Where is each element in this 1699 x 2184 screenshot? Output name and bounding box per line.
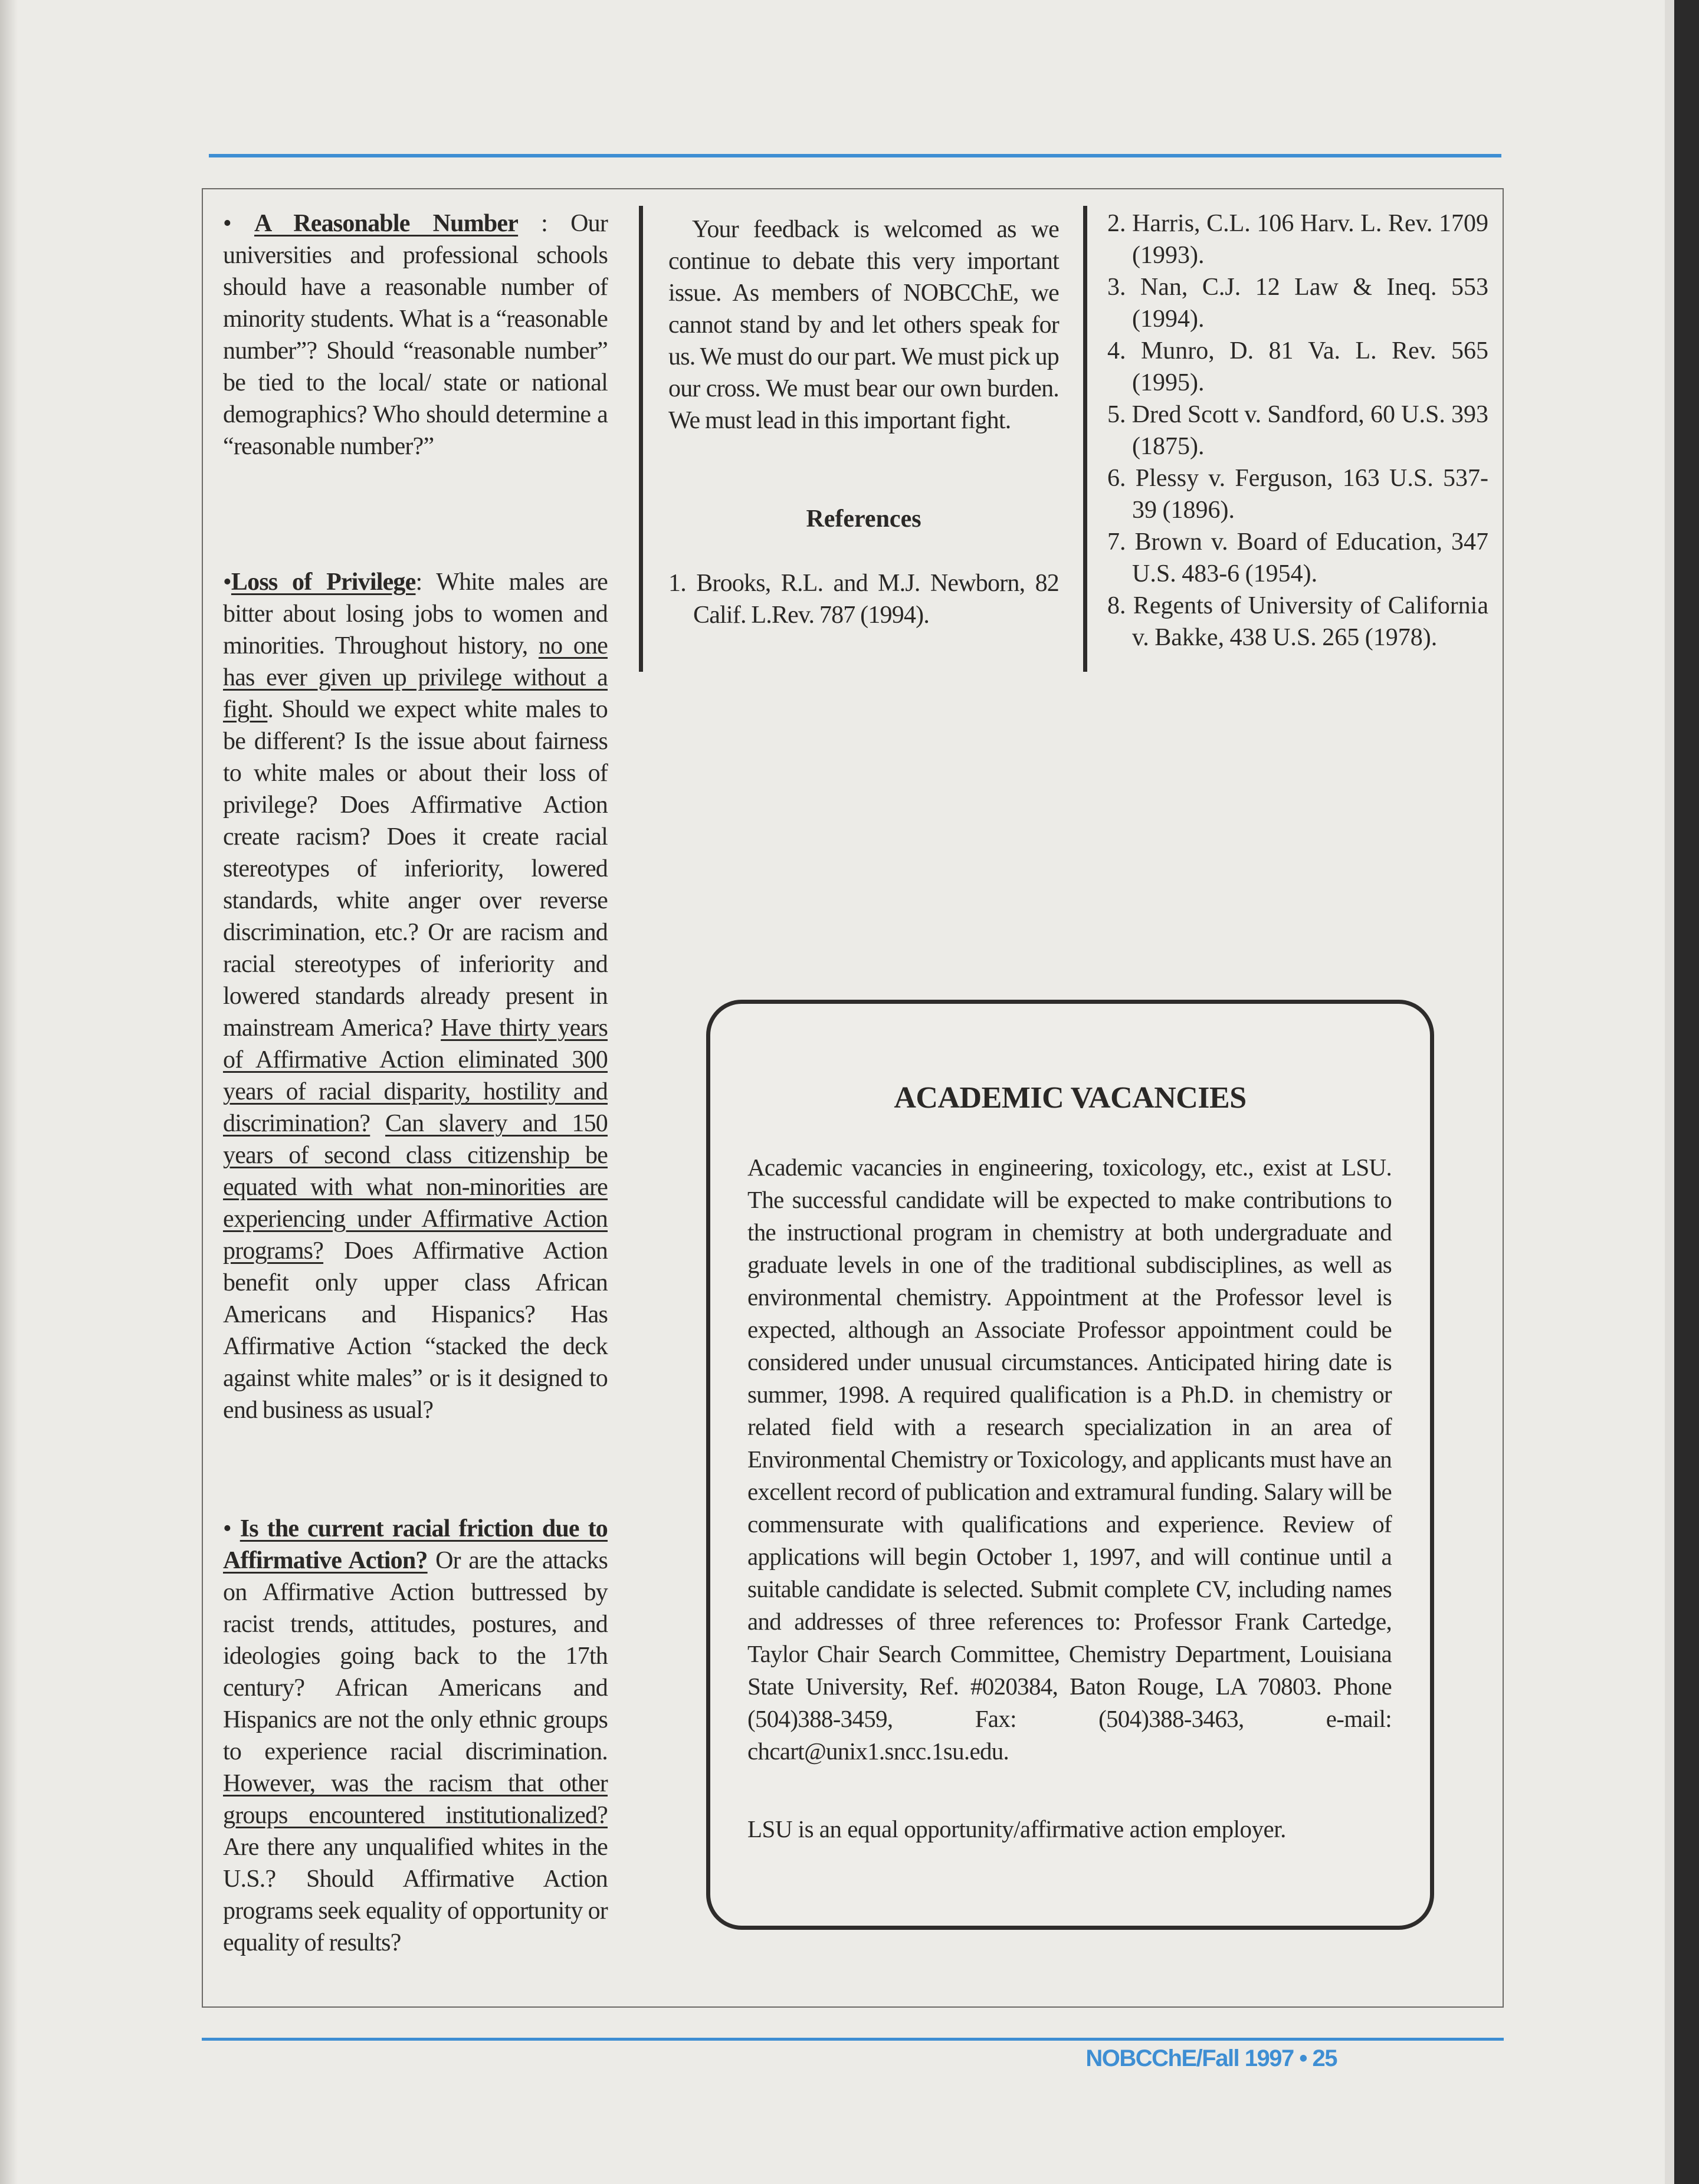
body-text (370, 1110, 385, 1137)
reference-item: 6. Plessy v. Ferguson, 163 U.S. 537-39 (1896). (1107, 465, 1488, 524)
reference-item: 7. Brown v. Board of Education, 347 U.S. 483-6 (1954). (1107, 528, 1488, 587)
footer-page-info: NOBCChE/Fall 1997 • 25 (1085, 2045, 1337, 2071)
body-text: Does Affirmative Action benefit only upper class African Americans and Hispanics? Has Affirmative Action “stacked the deck against white males” or is it designed to end business as usual? (223, 1237, 608, 1424)
vacancies-body: Academic vacancies in engineering, toxicology, etc., exist at LSU. The successful candidate will be expected to make contributions to the instructional program in chemistry at both undergraduate and graduate levels in one of the traditional subdisciplines, as well as environmental chemistry. Appointment at the Professor level is expected, although an Associate Professor appointment could be considered under unusual circumstances. Anticipated hiring date is summer, 1998. A required qualification is a Ph.D. in chemistry or related field with a research specialization in an area of Environmental Chemistry or Toxicology, and applicants must have an excellent record of publication and extramural funding. Salary will be commensurate with qualifications and experience. Review of applications will begin October 1, 1997, and will continue until a suitable candidate is selected. Submit complete CV, including names and addresses of three references to: Professor Frank Cartedge, Taylor Chair Search Committee, Chemistry Department, Louisiana State University, Ref. #020384, Baton Rouge, LA 70803. Phone (504)388-3459, Fax: (504)388-3463, e-mail: chcart@unix1.sncc.1su.edu. (747, 1154, 1392, 1765)
underlined-text: However, was the racism that other groups encountered institutionalized? (223, 1770, 608, 1829)
body-text: Or are the attacks on Affirmative Action buttressed by racist trends, attitudes, postures, and ideologies going back to the 17th century? African Americans and Hispanics are not the only ethnic groups to experience racial discrimination. (223, 1547, 608, 1765)
reference-item: 2. Harris, C.L. 106 Harv. L. Rev. 1709 (1993). (1107, 210, 1488, 269)
reference-item: 8. Regents of University of California v. Bakke, 438 U.S. 265 (1978). (1107, 592, 1488, 651)
feedback-paragraph: Your feedback is welcomed as we continue to debate this very important issue. As members of NOBCChE, we cannot stand by and let others speak for us. We must do our part. We must pick up our cross. We must bear our own burden. We must lead in this important fight. (668, 216, 1059, 434)
underlined-text: Have thirty years of Affirmative Action eliminated 300 years of racial disparity, hostility and discrimination? (223, 1014, 608, 1137)
academic-vacancies-box (706, 1000, 1434, 1930)
equal-opportunity-statement: LSU is an equal opportunity/affirmative action employer. (747, 1815, 1286, 1843)
reference-item: 3. Nan, C.J. 12 Law & Ineq. 553 (1994). (1107, 274, 1488, 333)
left-column-p2 (223, 566, 608, 1426)
body-text: : Our universities and professional schools should have a reasonable number of minority students. What is a “reasonable number”? Should “reasonable number” be tied to the local/ state or national demographics? Who should determine a “reasonable number?” (223, 210, 608, 460)
paragraph-loss-of-privilege (223, 566, 608, 1426)
reference-item: 4. Munro, D. 81 Va. L. Rev. 565 (1995). (1107, 337, 1488, 396)
paragraph-reasonable-number (223, 208, 608, 462)
page-edge (1665, 0, 1674, 2184)
bullet: • (223, 1515, 240, 1542)
bullet: • (223, 210, 254, 237)
body-text: : White males are bitter about losing jobs to women and minorities. Throughout history, (223, 569, 608, 659)
middle-column (668, 214, 1059, 436)
underlined-text: no one has ever given up privilege without a fight (223, 632, 608, 723)
heading-racial-friction: Is the current racial friction due to Affirmative Action? (223, 1515, 608, 1574)
left-column-p3 (223, 1513, 608, 1959)
reference-item: 5. Dred Scott v. Sandford, 60 U.S. 393 (1875). (1107, 401, 1488, 460)
references-list-cont (1107, 208, 1488, 653)
bullet: • (223, 569, 231, 596)
paragraph-racial-friction (223, 1513, 608, 1959)
heading-reasonable-number: A Reasonable Number (254, 210, 519, 237)
heading-loss-of-privilege: Loss of Privilege (231, 569, 416, 596)
page-edge-shadow (0, 0, 18, 2184)
header-rule (209, 154, 1501, 157)
body-text: Are there any unqualified whites in the U.S.? Should Affirmative Action programs seek equality of opportunity or equality of results? (223, 1834, 608, 1956)
column-divider (639, 206, 643, 672)
body-text: . Should we expect white males to be different? Is the issue about fairness to white males or about their loss of privilege? Does Affirmative Action create racism? Does it create racial stereotypes of inferiority, lowered standards, white anger over reverse discrimination, etc.? Or are racism and racial stereotypes of inferiority and lowered standards already present in mainstream America? (223, 696, 608, 1042)
background-edge (1674, 0, 1699, 2184)
footer-rule (202, 2038, 1504, 2041)
left-column (223, 208, 608, 462)
underlined-text: Can slavery and 150 years of second class citizenship be equated with what non-minorities are experiencing under Affirmative Action programs? (223, 1110, 608, 1265)
references-list-start (668, 567, 1059, 631)
reference-item: 1. Brooks, R.L. and M.J. Newborn, 82 Calif. L.Rev. 787 (1994). (668, 570, 1059, 629)
vacancies-title: ACADEMIC VACANCIES (894, 1081, 1247, 1115)
references-heading: References (806, 505, 921, 533)
column-divider (1083, 206, 1087, 672)
